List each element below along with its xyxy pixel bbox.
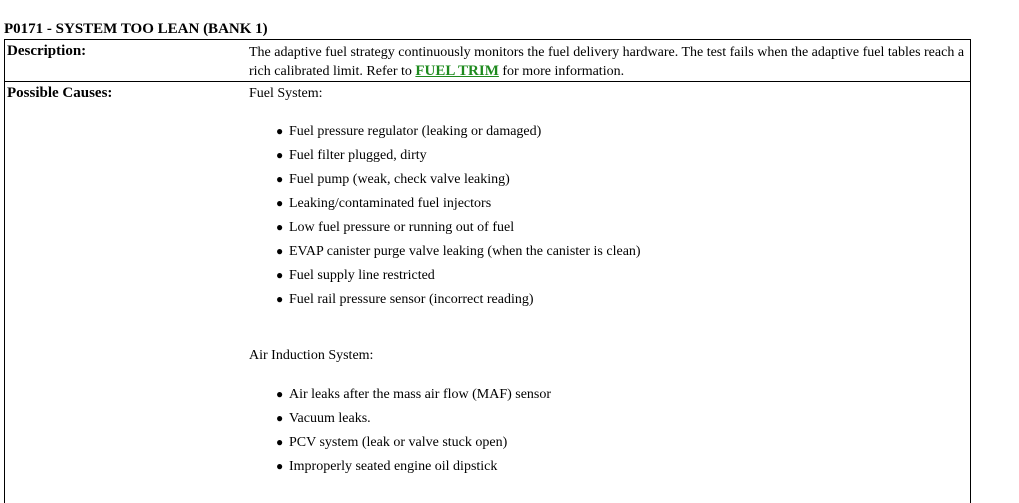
list-item — [249, 170, 641, 194]
list-item — [249, 385, 551, 409]
bullet-icon: ● — [276, 459, 284, 473]
list-item-text: Vacuum leaks. — [289, 411, 371, 426]
bullet-icon: ● — [276, 435, 284, 449]
bullet-icon: ● — [276, 411, 284, 425]
list-item — [249, 266, 641, 290]
list-item — [249, 433, 551, 457]
bullet-icon: ● — [276, 268, 284, 282]
description-row — [5, 40, 970, 82]
list-item-text: Low fuel pressure or running out of fuel — [289, 220, 515, 235]
air-induction-list — [249, 385, 551, 481]
description-text-after: for more information. — [498, 64, 625, 79]
bullet-icon: ● — [276, 244, 284, 258]
list-item-text: Fuel filter plugged, dirty — [289, 148, 427, 163]
fuel-trim-link[interactable]: FUEL TRIM — [415, 63, 499, 79]
bullet-icon: ● — [276, 292, 284, 306]
bullet-icon: ● — [276, 124, 284, 138]
list-item — [249, 242, 641, 266]
list-item-text: Leaking/contaminated fuel injectors — [289, 196, 492, 211]
list-item-text: Fuel pressure regulator (leaking or damaged) — [289, 124, 542, 139]
list-item — [249, 146, 641, 170]
fuel-system-heading: Fuel System: — [249, 86, 323, 101]
description-label: Description: — [7, 43, 87, 59]
list-item — [249, 409, 551, 433]
list-item — [249, 290, 641, 314]
list-item — [249, 218, 641, 242]
list-item — [249, 457, 551, 481]
bullet-icon: ● — [276, 148, 284, 162]
description-text — [249, 43, 967, 81]
list-item — [249, 122, 641, 146]
dtc-info-table — [4, 39, 971, 503]
fuel-system-list — [249, 122, 641, 314]
bullet-icon: ● — [276, 196, 284, 210]
list-item-text: Improperly seated engine oil dipstick — [289, 459, 498, 474]
list-item-text: EVAP canister purge valve leaking (when the canister is clean) — [289, 244, 641, 259]
list-item-text: Fuel rail pressure sensor (incorrect reading) — [289, 292, 534, 307]
list-item-text: Fuel supply line restricted — [289, 268, 435, 283]
bullet-icon: ● — [276, 172, 284, 186]
description-text-before: The adaptive fuel strategy continuously monitors the fuel delivery hardware. The test fails when the adaptive fuel tables reach a rich calibrated limit. Refer to — [249, 45, 965, 79]
possible-causes-label: Possible Causes: — [7, 85, 113, 101]
list-item-text: PCV system (leak or valve stuck open) — [289, 435, 508, 450]
list-item — [249, 194, 641, 218]
page-title: P0171 - SYSTEM TOO LEAN (BANK 1) — [4, 21, 268, 37]
bullet-icon: ● — [276, 220, 284, 234]
bullet-icon: ● — [276, 387, 284, 401]
air-induction-heading: Air Induction System: — [249, 348, 374, 363]
list-item-text: Fuel pump (weak, check valve leaking) — [289, 172, 510, 187]
list-item-text: Air leaks after the mass air flow (MAF) sensor — [289, 387, 552, 402]
